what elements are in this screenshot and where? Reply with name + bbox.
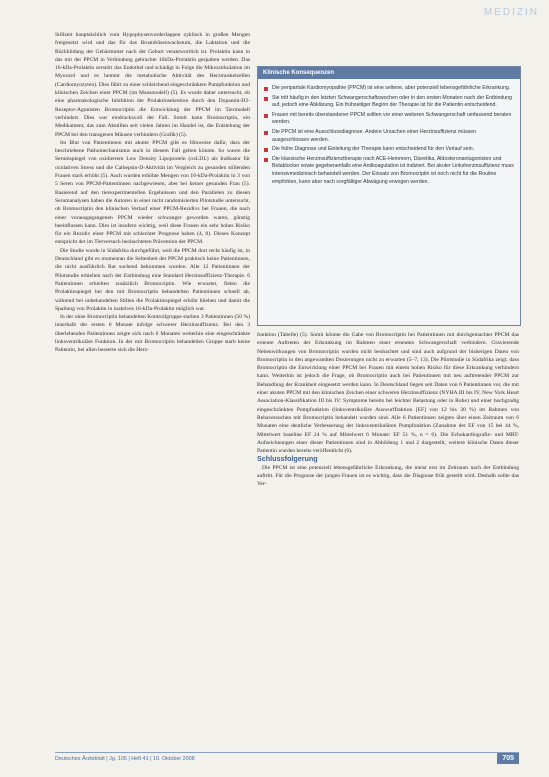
page-header bbox=[0, 0, 549, 26]
bullet-square-icon bbox=[264, 114, 268, 118]
left-column bbox=[55, 31, 250, 749]
journal-citation: Deutsches Ärzteblatt | Jg. 105 | Heft 41 | 10. Oktober 2008 bbox=[55, 756, 195, 762]
info-box-item: Sie tritt häufig in den letzten Schwangerschaftswochen oder in den ersten Monaten nach der Entbindung auf, jedoch eine Abklärung. Ein frühzeitiger Beginn der Therapie ist für die Patientin entscheidend. bbox=[264, 95, 514, 110]
page-footer bbox=[55, 752, 519, 763]
left-paragraph-2: Im Blut von Patientinnen mit akuter PPCM gibt es Hinweise dafür, dass der beschriebene Pathomechanismus auch in diesem Fall gelten könnte. So waren die Serumspiegel von oxidiertem Low Density Lipoprotein (oxLDL) als Indikator für oxidativen Stress und die Cathepsin-D-Aktivität im Vergleich zu gesunden stillenden Frauen stark erhöht (5). Auch wurden erhöhte Mengen von 16-kDa-Prolaktin in 3 von 5 Seren von PPCM-Patientinnen nachgewiesen, aber bei keiner gesunden Frau (5). Basierend auf den tierexperimentellen Ergebnissen und den Parallelen zu diesen Serumanalysen haben die Autoren in einer nicht randomisierten Pilotstudie untersucht, ob Bromocriptin den klinischen Verlauf einer PPCM-Rezidivs bei Frauen, die nach einer vorausgegangenen PPCM wieder schwanger geworden waren, günstig beeinflussen kann. Dies ist insofern wichtig, weil diese Frauen ein sehr hohes Risiko für ein Rezidiv einer PPCM mit schlechter Prognose haben (4, 8). Dieses Konzept entspricht der im Tierversuch beobachteten Prävention der PPCM. bbox=[55, 139, 250, 246]
info-box bbox=[257, 66, 521, 326]
info-box-item: Die klassische Herzinsuffizienztherapie nach ACE-Hemmern, Diuretika, Aldosteronantagonisten und Betablocker sowie gegebenenfalls eine Antikoagulation ist indiziert. Bei akuter Linksherzinsuffizienz muss intensivmedizinisch behandelt werden. Der Einsatz von Bromocriptin ist noch nicht für die Routine empfohlen, kann aber nach sorgfältiger Abwägung erwogen werden. bbox=[264, 156, 514, 186]
left-paragraph-4: In der ohne Bromocriptin behandelten Kontrollgruppe starben 3 Patientinnen (50 %) innerhalb der ersten 6 Monate infolge schwerer Herzinsuffizienz. Bei den 3 überlebenden Patientinnen zeigte sich nach 6 Monaten weiterhin eine eingeschränkte linksventrikuläre Funktion. In der mit Bromocriptin behandelten Gruppe starb keine Patientin, bei allen besserte sich die Herz- bbox=[55, 314, 250, 354]
info-box-item: Die PPCM ist eine Ausschlussdiagnose. Andere Ursachen einer Herzinsuffizienz müssen ausgeschlossen werden. bbox=[264, 129, 514, 144]
bullet-square-icon bbox=[264, 87, 268, 91]
left-paragraph-3: Die Studie wurde in Südafrika durchgeführt, weil die PPCM dort recht häufig ist, in Deutschland gibt es momentan die Seltenheit der PPCM praktisch keine Patientinnen, die nicht ausführlich Rat suchend bekommen wurden. Alle 12 Patientinnen der Pilotstudie erhielten nach der Entbindung eine Standard Herzinsuffizienz-Therapie. 6 Patientinnen erhielten zusätzlich Bromocriptin. Wie erwartet, fielen die Prolaktinspiegel bei den mit Bromocriptin behandelten Patientinnen schnell ab, während bei unbehandelten Stillen die Prolaktinspiegel erhöht blieben und damit die Spaltung von Prolaktin in inaktives 16-kDa-Prolaktin möglich war. bbox=[55, 247, 250, 312]
bullet-square-icon bbox=[264, 97, 268, 101]
info-box-list bbox=[264, 85, 514, 186]
bullet-square-icon bbox=[264, 148, 268, 152]
info-box-item: Die peripartale Kardiomyopathie (PPCM) ist eine seltene, aber potenziell lebensgefährliche Erkrankung. bbox=[264, 85, 514, 93]
section-label: MEDIZIN bbox=[483, 7, 539, 18]
left-paragraph-1: Stillzeit hauptsächlich vom Hypophysenvorderlappen zyklisch in großen Mengen freigesetzt wird und das für das Brustdrüsenwachstum, die Laktation und die Rückbildung der Gebärmutter nach der Geburt verantwortlich ist. Prolaktin kann in das mit der PPCM in Verbindung gebrachte 16kDa-Prolaktin gespalten werden. Das 16-kDa-Prolaktin zerstört das Endothel und schädigt in Folge die Mikrozirkulation im Myocard und es hemmt die metabolische Aktivität des Herzmuskelzellen (Cardiomyozyten). Dies führt zu einer schleichend eingeschränkten Pumpfunktion und klinischen Zeichen einer PPCM (im Mausmodell) (5). Es wurde daher untersucht, ob eine pharmakologische Inhibition der Prolaktinsekretion durch den Dopamin-D2-Rezeptor-Agonisten Bromocriptin die Entwicklung der PPCM im Tiermodell verhindert. Dies war eindrucksvoll der Fall. Somit kann Bromocriptin, ein Medikament, das zum Abstillen seit vielen Jahren im Handel ist, die Entstehung der PPCM bei den transgenen Mäusen verhindern (Grafik) (5). bbox=[55, 32, 250, 138]
bullet-square-icon bbox=[264, 131, 268, 135]
info-box-item: Frauen mit bereits überstandener PPCM sollten vor einer weiteren Schwangerschaft umfassend beraten werden. bbox=[264, 112, 514, 127]
conclusion-text: Die PPCM ist eine potenziell lebensgefährliche Erkrankung, die meist erst im Zeitraum nach der Entbindung auftritt. Für die Prognose der jungen Frauen ist es wichtig, dass die Diagnose früh gestellt wird. Deshalb sollte das Ver- bbox=[257, 464, 519, 488]
right-column bbox=[257, 331, 519, 749]
info-box-title: Klinische Konsequenzen bbox=[258, 67, 520, 79]
info-box-item: Die frühe Diagnose und Einleitung der Therapie kann entscheidend für den Verlauf sein. bbox=[264, 146, 514, 154]
bullet-square-icon bbox=[264, 158, 268, 162]
right-paragraph-1: funktion (Tabelle) (5). Somit könnte die Gabe von Bromocriptin bei Patientinnen mit durchgemachter PPCM das erneute Auftreten der Erkrankung im Rahmen einer erneuten Schwangerschaft verhindern. Gravierende Nebenwirkungen von Bromocriptin wurden nicht beobachtet und sind auch aufgrund der bisherigen Daten von Bromocriptin in den angewandten Dosierungen nicht zu erwarten (5–7, 13). Die Pilotstudie in Südafrika zeigt, dass Bromocriptin die Entwicklung einer PPCM bei Frauen mit einem hohen Risiko für diese Erkrankung verhindern kann. Weiterhin ist jedoch die Frage, ob Bromocriptin auch bei Patientinnen mit neu auftretender PPCM zur Behandlung der Krankheit eingesetzt werden kann. In Deutschland liegen seit Daten von 6 Patientinnen vor, die mit einer akuten PPCM mit den klinischen Zeichen einer schweren Herzinsuffizienz (NYHA III bis IV, New York Heart Association-Klassifikation III bis IV: Symptome bereits bei leichter Belastung oder in Ruhe) und einer hochgradig eingeschränkten Pumpfunktion (linksventrikuläre Auswurffraktion [EF] von 12 bis 30 %) im Rahmen von Rehaversuchen mit Bromocriptin behandelt wurden sind. Alle 6 Patientinnen zeigten über einen Zeitraum von 6 Monaten eine deutliche Verbesserung der linksventrikulären Pumpfunktion (Zunahme der EF von 15 bei 44 %, Mittelwert baseline EF 24 % auf Mittelwert 6 Monate: EF 51 %, n = 6). Die Echokardiografie- und MRT-Aufzeichnungen einer dieser Patientinnen sind in Abbildung 1 und 2 dargestellt, weitere klinische Daten dieser Patientin wurden bereits veröffentlicht (6). bbox=[257, 332, 519, 455]
conclusion-heading: Schlussfolgerung bbox=[257, 454, 318, 464]
page-number: 705 bbox=[497, 753, 519, 764]
